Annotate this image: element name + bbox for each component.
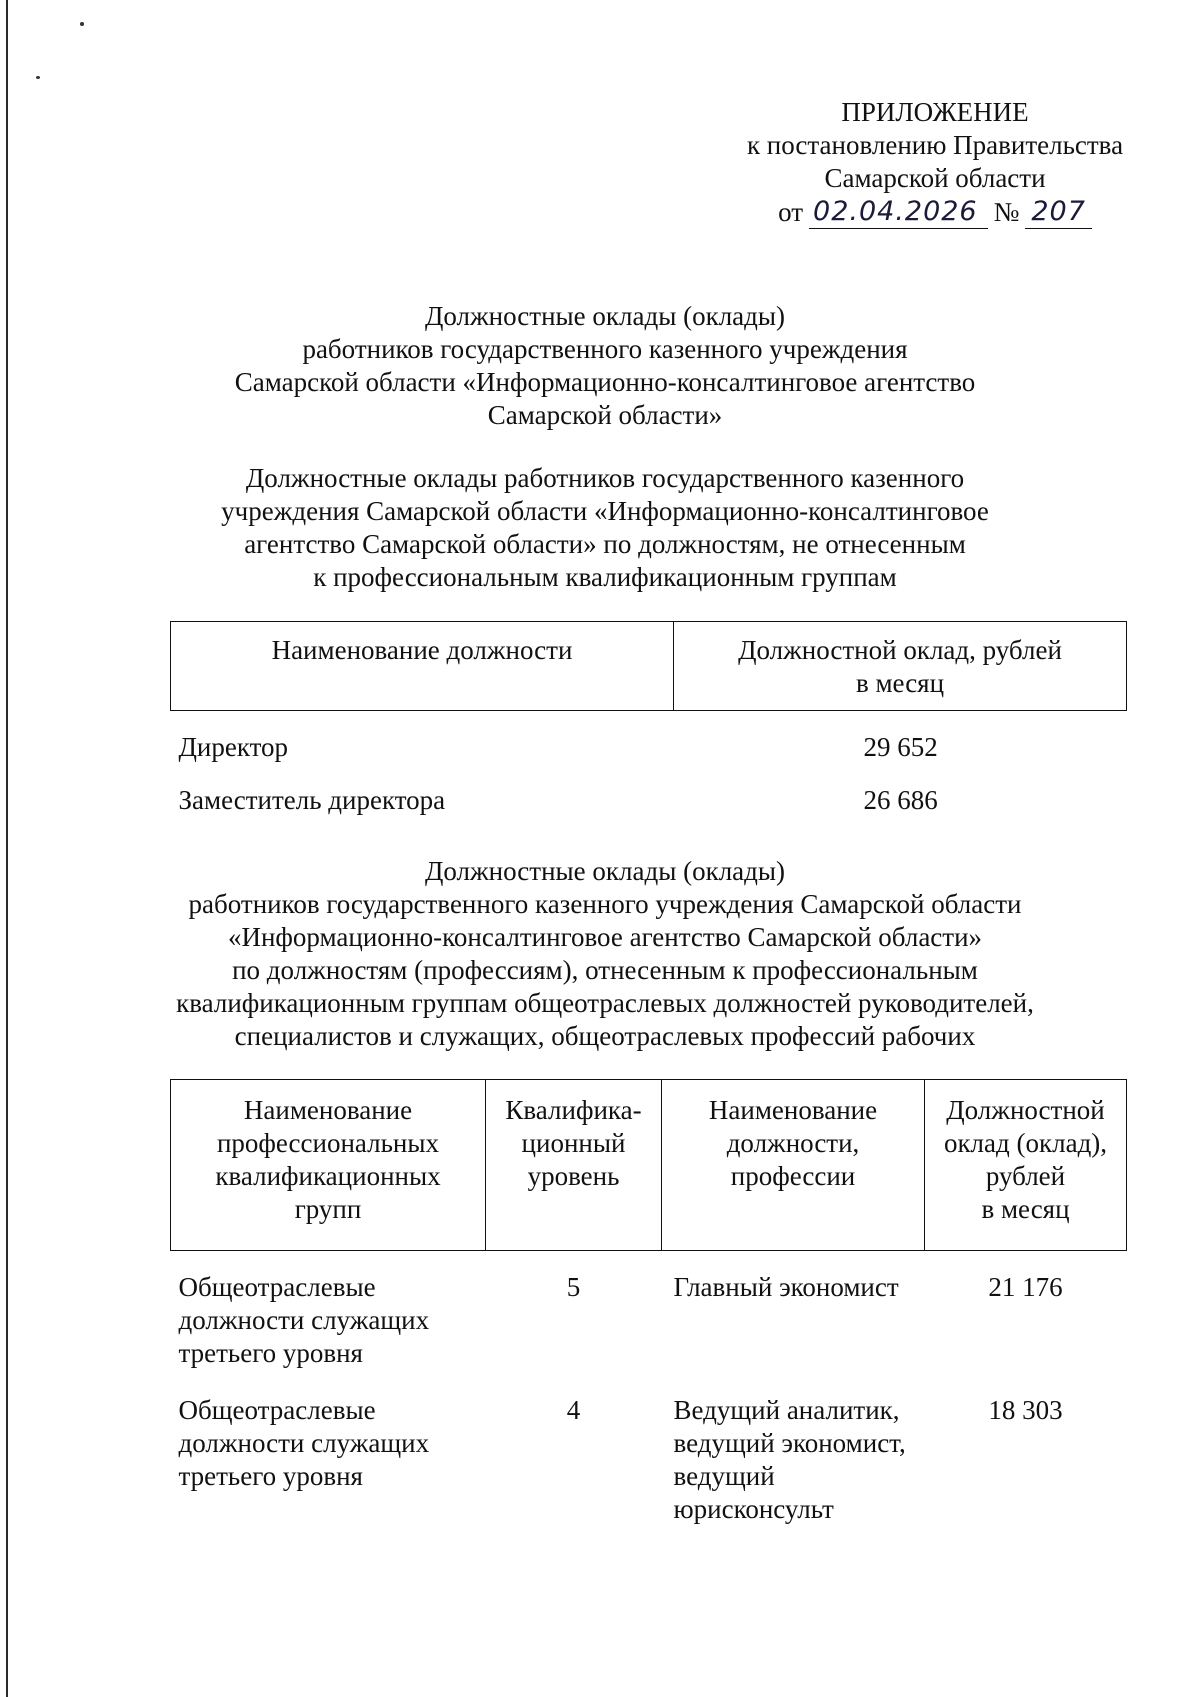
header-line: Наименование xyxy=(243,1095,413,1125)
salary-value: 21 176 xyxy=(988,1272,1063,1302)
header-salary-line: в месяц xyxy=(855,668,945,698)
section2-title xyxy=(150,855,1060,1053)
header-line: профессии xyxy=(730,1161,856,1191)
number-prefix: № xyxy=(993,197,1020,227)
position-line: юрисконсульт xyxy=(673,1494,834,1524)
section1-subtitle xyxy=(150,462,1060,594)
group-line: должности служащих xyxy=(178,1428,430,1458)
header-position xyxy=(662,1080,925,1251)
table-row xyxy=(171,1370,1127,1526)
section2-title-line: специалистов и служащих, общеотраслевых профессий рабочих xyxy=(234,1021,976,1051)
section1-subtitle-line: учреждения Самарской области «Информационно-консалтинговое xyxy=(221,496,989,526)
section2-title-line: «Информационно-консалтинговое агентство Самарской области» xyxy=(227,922,983,952)
header-line: Наименование xyxy=(708,1095,878,1125)
header-line: оклад (оклад), xyxy=(943,1128,1108,1158)
qualification-group xyxy=(171,1271,486,1370)
header-line: Должностной xyxy=(946,1095,1105,1125)
section1-title-line: работников государственного казенного учреждения xyxy=(302,334,908,364)
handwritten-number: 207 xyxy=(1025,195,1092,229)
position-name xyxy=(662,1271,925,1370)
header-line: должности, xyxy=(726,1128,860,1158)
table-row xyxy=(171,1271,1127,1370)
header-line: рублей xyxy=(985,1161,1066,1191)
section1-title-line: Должностные оклады (оклады) xyxy=(424,301,786,331)
salary-value: 29 652 xyxy=(863,732,938,762)
header-line: ционный xyxy=(521,1128,626,1158)
header-line: профессиональных xyxy=(216,1128,440,1158)
header-salary xyxy=(925,1080,1127,1251)
header-line: групп xyxy=(294,1194,362,1224)
section1-title-line: Самарской области» xyxy=(487,400,723,430)
appendix-line-resolution: к постановлению Правительства xyxy=(746,130,1124,160)
salary-value: 26 686 xyxy=(863,785,938,815)
header-level xyxy=(486,1080,662,1251)
header-position: Наименование должности xyxy=(171,622,674,711)
appendix-date-line xyxy=(700,195,1170,229)
table-row xyxy=(171,711,1127,765)
position-line: ведущий xyxy=(673,1461,775,1491)
scan-speck xyxy=(36,76,40,79)
scan-speck xyxy=(80,22,84,26)
salary-table-unclassified xyxy=(170,621,1127,817)
appendix-line-region: Самарской области xyxy=(824,163,1046,193)
qualification-group xyxy=(171,1370,486,1526)
table-row xyxy=(171,764,1127,817)
position-name: Директор xyxy=(178,732,289,762)
section1-subtitle-line: Должностные оклады работников государственного казенного xyxy=(245,463,965,493)
section1-subtitle-line: агентство Самарской области» по должностям, не отнесенным xyxy=(244,529,966,559)
section1-title-line: Самарской области «Информационно-консалтинговое агентство xyxy=(234,367,976,397)
position-line: ведущий экономист, xyxy=(673,1428,906,1458)
header-line: Квалифика- xyxy=(505,1095,642,1125)
position-line: Главный экономист xyxy=(673,1272,899,1302)
salary-table-qualification-groups xyxy=(170,1079,1127,1526)
group-line: Общеотраслевые xyxy=(178,1272,376,1302)
table-header-row xyxy=(171,622,1127,711)
position-name xyxy=(662,1370,925,1526)
header-group xyxy=(171,1080,486,1251)
header-salary xyxy=(674,622,1127,711)
qualification-level: 5 xyxy=(566,1272,581,1302)
group-line: должности служащих xyxy=(178,1305,430,1335)
table-header-row xyxy=(171,1080,1127,1251)
section2-title-line: Должностные оклады (оклады) xyxy=(424,856,786,886)
section2-title-line: работников государственного казенного учреждения Самарской области xyxy=(188,889,1022,919)
header-line: уровень xyxy=(527,1161,620,1191)
section2-title-line: по должностям (профессиям), отнесенным к профессиональным xyxy=(232,955,978,985)
appendix-header xyxy=(700,96,1170,229)
header-line: в месяц xyxy=(981,1194,1070,1224)
section1-title xyxy=(150,300,1060,432)
handwritten-date: 02.04.2026 xyxy=(809,195,988,229)
group-line: третьего уровня xyxy=(178,1461,363,1491)
salary-value: 18 303 xyxy=(988,1395,1063,1425)
group-line: Общеотраслевые xyxy=(178,1395,376,1425)
scan-edge-line xyxy=(6,0,8,1697)
qualification-level: 4 xyxy=(566,1395,581,1425)
date-prefix: от xyxy=(778,197,804,227)
header-line: квалификационных xyxy=(215,1161,441,1191)
row-spacer xyxy=(171,1251,1127,1272)
position-name: Заместитель директора xyxy=(178,785,446,815)
header-salary-line: Должностной оклад, рублей xyxy=(738,635,1062,665)
section1-subtitle-line: к профессиональным квалификационным группам xyxy=(313,562,897,592)
appendix-title: ПРИЛОЖЕНИЕ xyxy=(841,97,1029,127)
section2-title-line: квалификационным группам общеотраслевых должностей руководителей, xyxy=(176,988,1034,1018)
position-line: Ведущий аналитик, xyxy=(673,1395,900,1425)
group-line: третьего уровня xyxy=(178,1338,363,1368)
